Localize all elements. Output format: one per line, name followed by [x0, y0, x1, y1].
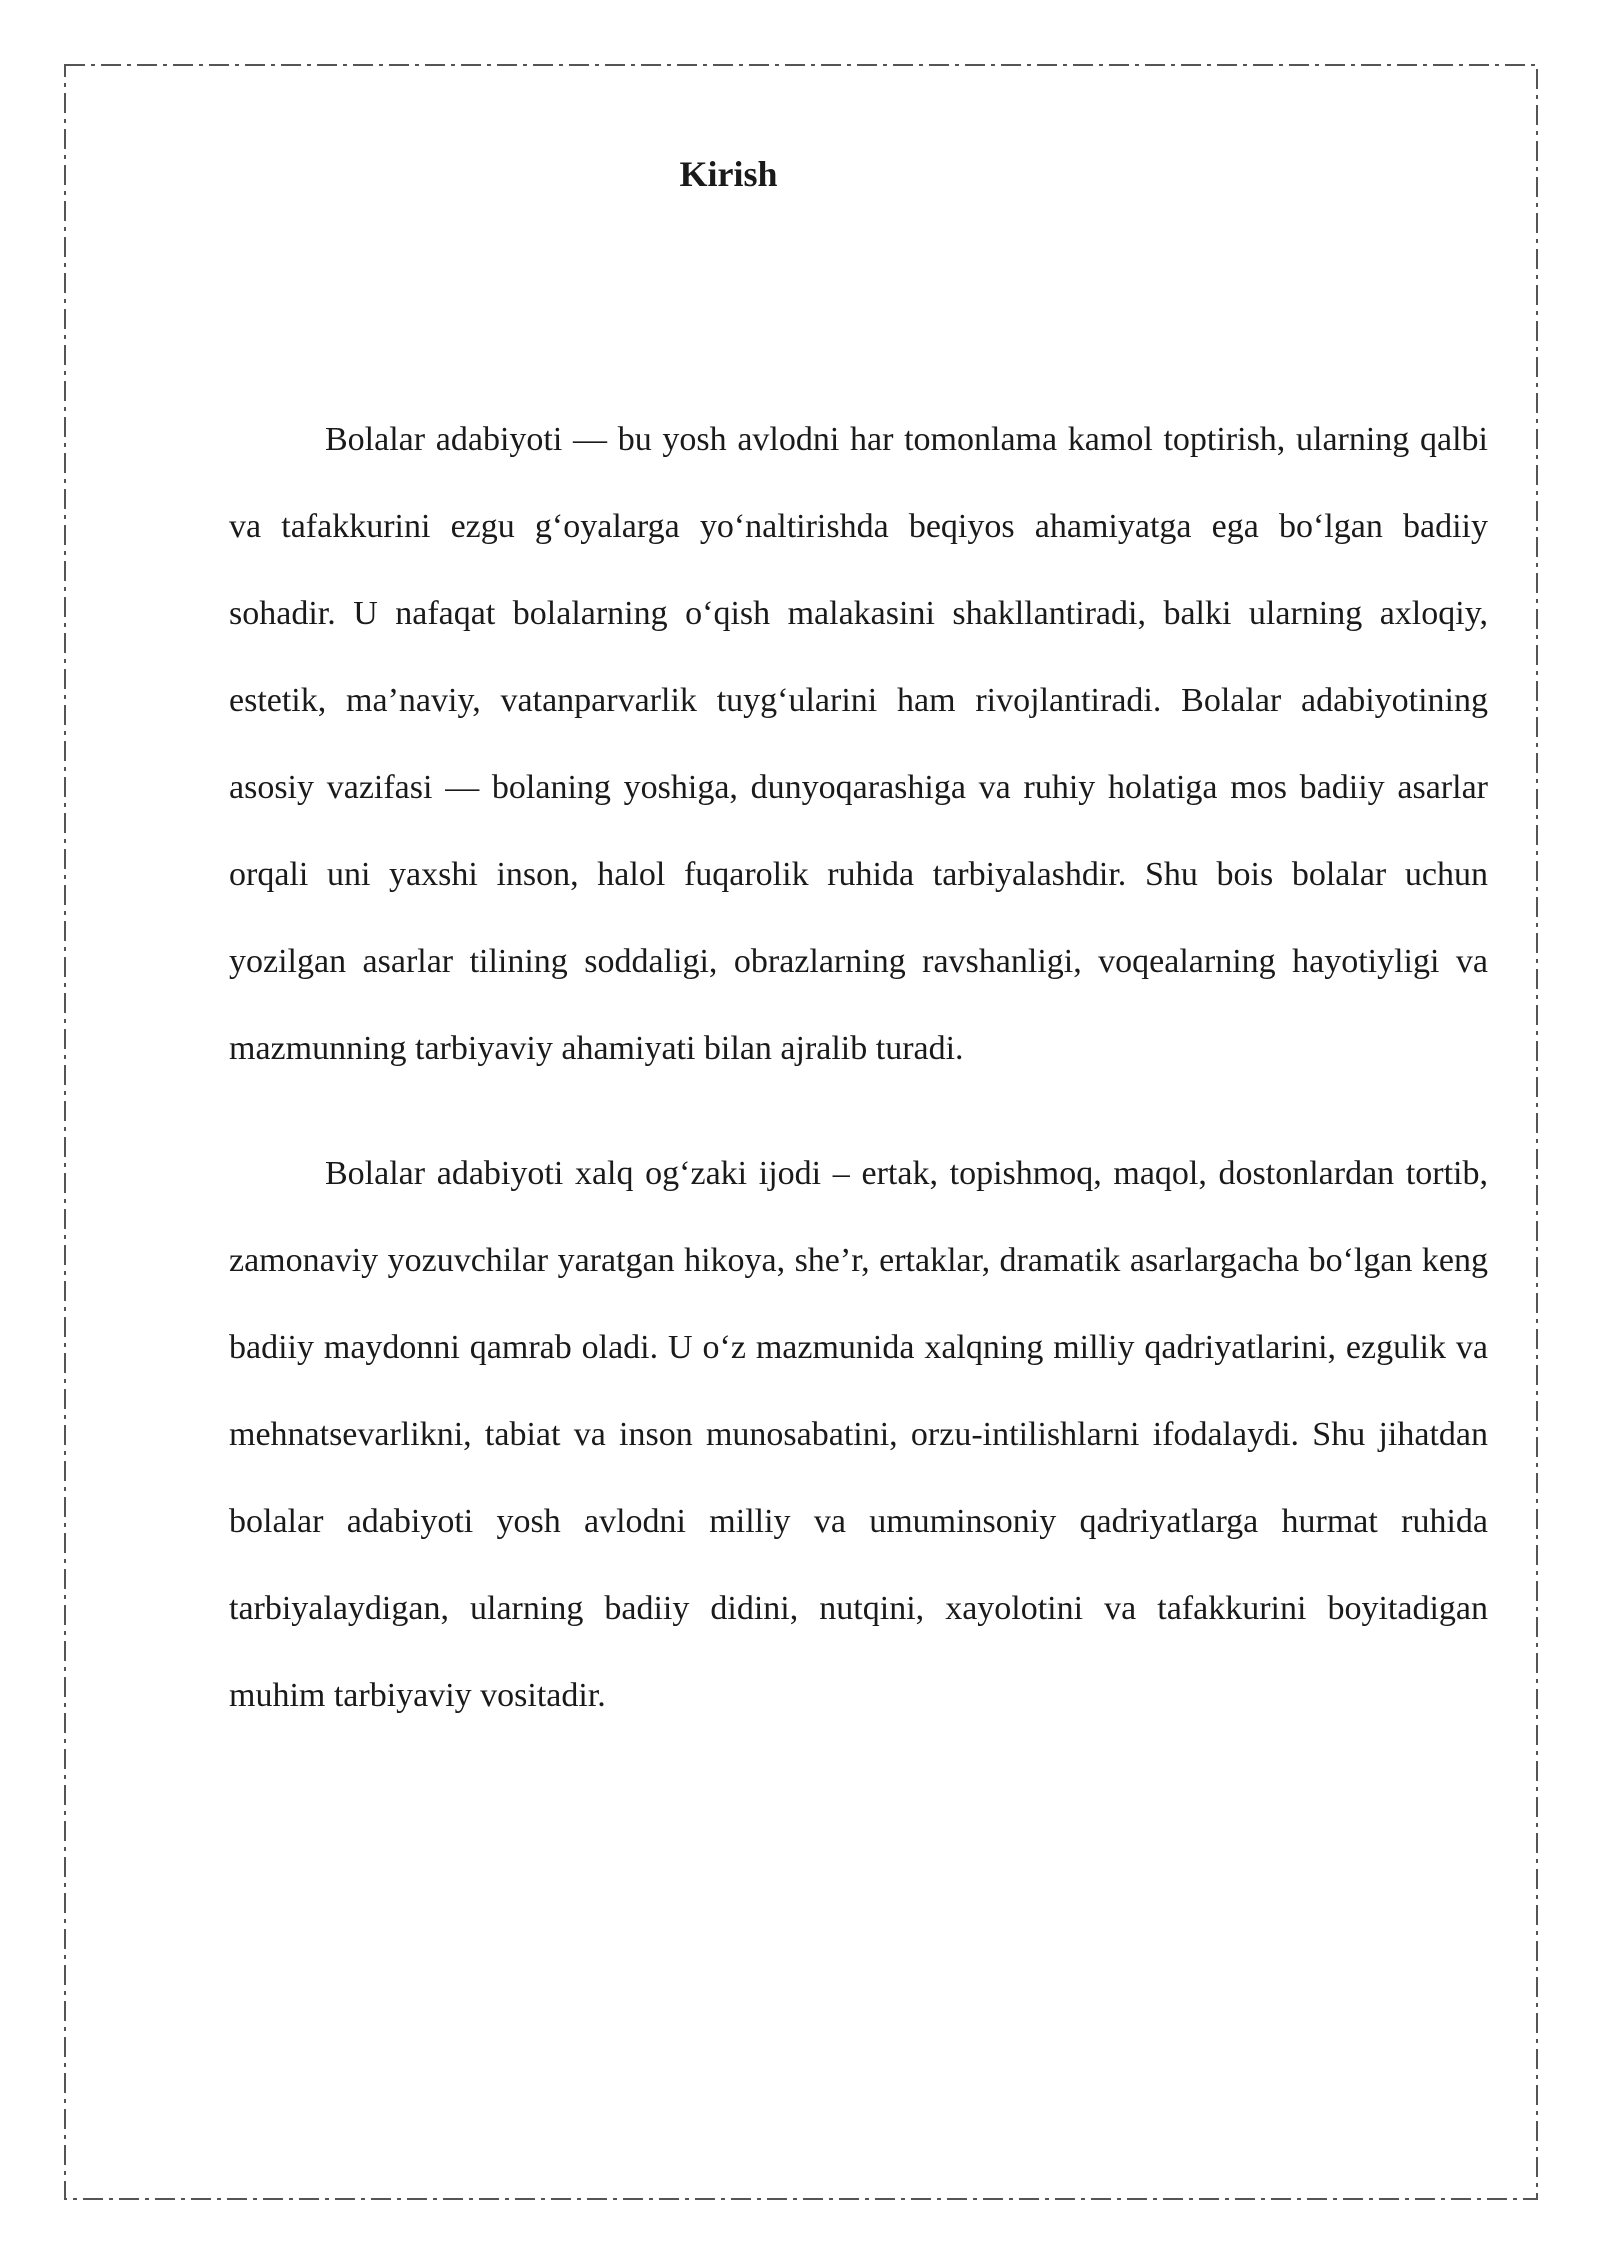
document-body: [229, 396, 1488, 1777]
paragraph-1: Bolalar adabiyoti — bu yosh avlodni har tomonlama kamol toptirish, ularning qalbi va tafakkurini ezgu g‘oyalarga yo‘naltirishda beqiyos ahamiyatga ega bo‘lgan badiiy sohadir. U nafaqat bolalarning o‘qish malakasini shakllantiradi, balki ularning axloqiy, estetik, ma’naviy, vatanparvarlik tuyg‘ularini ham rivojlantiradi. Bolalar adabiyotining asosiy vazifasi — bolaning yoshiga, dunyoqarashiga va ruhiy holatiga mos badiiy asarlar orqali uni yaxshi inson, halol fuqarolik ruhida tarbiyalashdir. Shu bois bolalar uchun yozilgan asarlar tilining soddaligi, obrazlarning ravshanligi, voqealarning hayotiyligi va mazmunning tarbiyaviy ahamiyati bilan ajralib turadi.: [229, 421, 1488, 1067]
paragraph-2: Bolalar adabiyoti xalq og‘zaki ijodi – ertak, topishmoq, maqol, dostonlardan tortib, zamonaviy yozuvchilar yaratgan hikoya, she’r, ertaklar, dramatik asarlargacha bo‘lgan keng badiiy maydonni qamrab oladi. U o‘z mazmunida xalqning milliy qadriyatlarini, ezgulik va mehnatsevarlikni, tabiat va inson munosabatini, orzu-intilishlarni ifodalaydi. Shu jihatdan bolalar adabiyoti yosh avlodni milliy va umuminsoniy qadriyatlarga hurmat ruhida tarbiyalaydigan, ularning badiiy didini, nutqini, xayolotini va tafakkurini boyitadigan muhim tarbiyaviy vositadir.: [229, 1155, 1488, 1714]
page-title: Kirish: [679, 154, 778, 194]
